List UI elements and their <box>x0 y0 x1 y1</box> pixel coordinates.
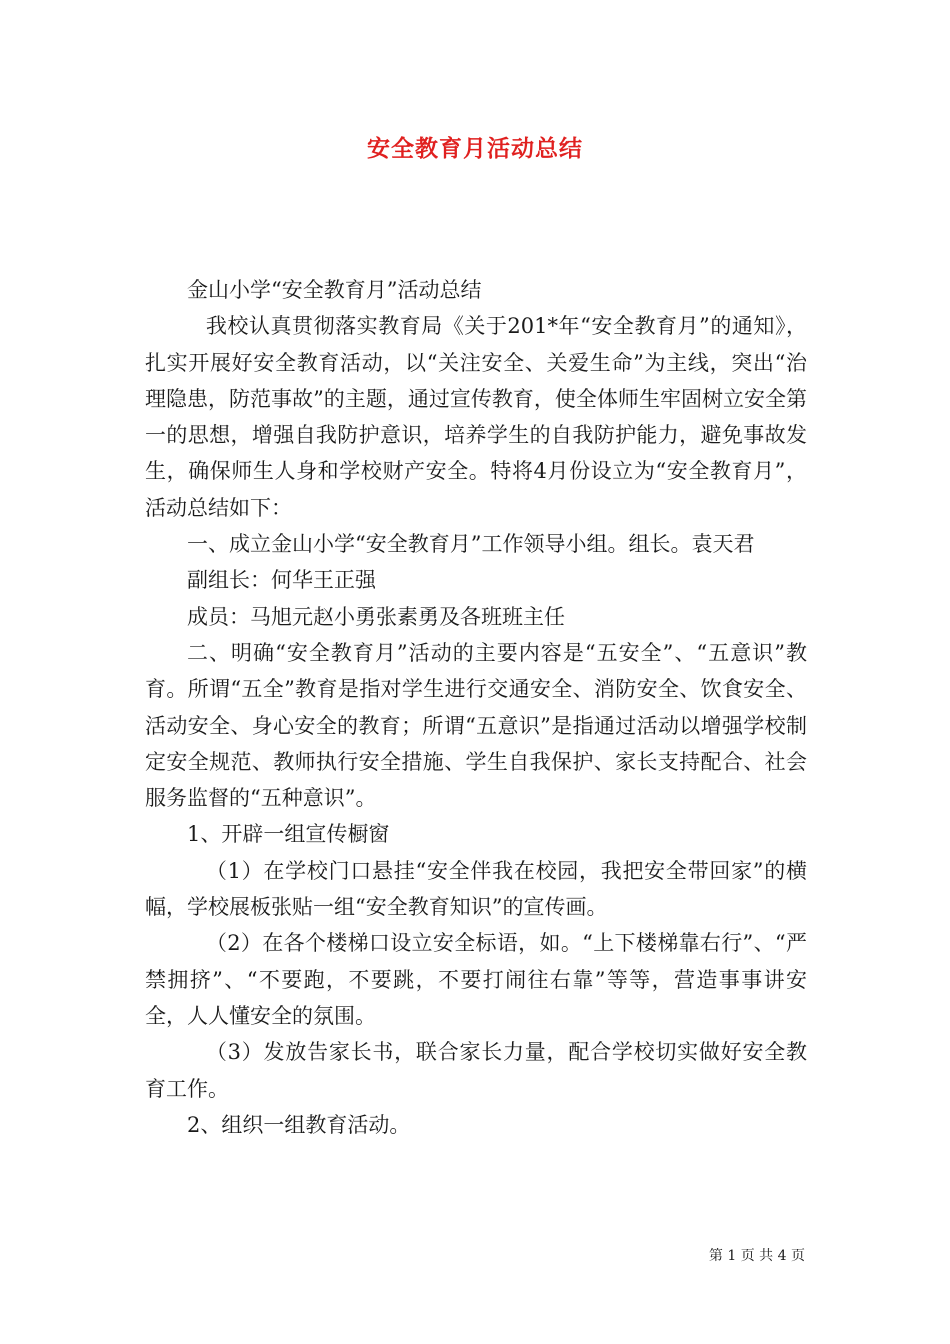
paragraph-members: 成员：马旭元赵小勇张素勇及各班班主任 <box>187 604 565 629</box>
paragraph-subitem-3: （3）发放告家长书，联合家长力量，配合学校切实做好安全教育工作。 <box>145 1040 807 1101</box>
paragraph-subitem-1: （1）在学校门口悬挂“安全伴我在校园，我把安全带回家”的横幅，学校展板张贴一组“安全教育知识”的宣传画。 <box>145 858 807 920</box>
paragraph-section-two: 二、明确“安全教育月”活动的主要内容是“五安全”、“五意识”教育。所谓“五全”教育是指对学生进行交通安全、消防安全、饮食安全、活动安全、身心安全的教育；所谓“五意识”是指通过活动以增强学校制定安全规范、教师执行安全措施、学生自我保护、家长支持配合、社会服务监督的“五种意识”。 <box>145 640 807 811</box>
paragraph-section-one: 一、成立金山小学“安全教育月”工作领导小组。组长。袁天君 <box>187 532 755 557</box>
page-title: 安全教育月活动总结 <box>367 135 583 162</box>
paragraph-subtitle: 金山小学“安全教育月”活动总结 <box>187 278 482 302</box>
paragraph-intro: 我校认真贯彻落实教育局《关于201*年“安全教育月”的通知》，扎实开展好安全教育活动，以“关注安全、关爱生命”为主线，突出“治理隐患，防范事故”的主题，通过宣传教育，使全体师生牢固树立安全第一的思想，增强自我防护意识，培养学生的自我防护能力，避免事故发生，确保师生人身和学校财产安全。特将4月份设立为“安全教育月”，活动总结如下： <box>145 314 807 520</box>
paragraph-deputy-leaders: 副组长：何华王正强 <box>187 568 376 593</box>
document-body <box>145 272 807 1143</box>
paragraph-item-two: 2、组织一组教育活动。 <box>187 1112 411 1137</box>
page-number-footer: 第 1 页 共 4 页 <box>708 1248 805 1264</box>
paragraph-item-one: 1、开辟一组宣传橱窗 <box>187 822 390 847</box>
paragraph-subitem-2: （2）在各个楼梯口设立安全标语，如。“上下楼梯靠右行”、“严禁拥挤”、“不要跑，不要跳，不要打闹往右靠”等等，营造事事讲安全，人人懂安全的氛围。 <box>145 931 807 1028</box>
